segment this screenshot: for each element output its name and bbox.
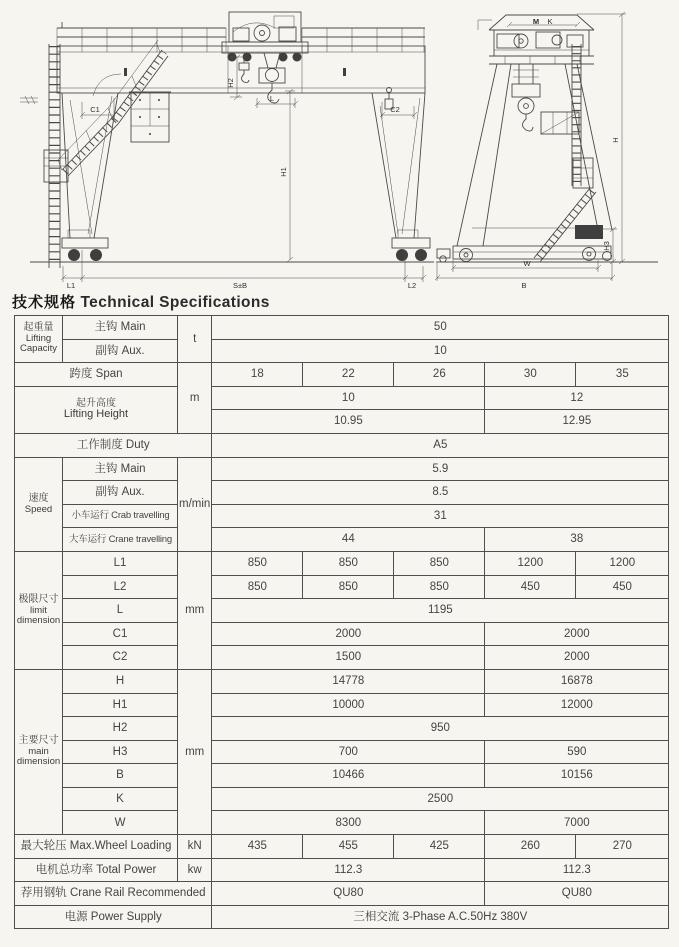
dim-label-b: B: [521, 281, 527, 290]
value-cell: 2000: [485, 646, 669, 670]
value-cell: 112.3: [212, 858, 485, 882]
row-label-main-hook: 主钩 Main: [63, 316, 178, 340]
value-cell: 30: [485, 363, 576, 387]
dim-label-h2: H2: [226, 78, 235, 88]
value-cell: 8300: [212, 811, 485, 835]
crane-side-view: [435, 12, 658, 290]
value-cell: 850: [303, 575, 394, 599]
spec-table-row: [15, 363, 669, 387]
value-cell: 1200: [485, 551, 576, 575]
dim-label-span: S±B: [232, 281, 248, 290]
end-carriage: [437, 225, 612, 262]
value-cell: 270: [576, 835, 669, 859]
value-cell: 16878: [485, 669, 669, 693]
row-label-H2: H2: [63, 717, 178, 741]
crane-wheel: [583, 248, 596, 261]
dim-label-c2: C2: [390, 105, 400, 114]
value-cell: QU80: [212, 882, 485, 906]
spec-table-row: [15, 339, 669, 363]
side-hook: [512, 64, 540, 131]
trolley-wheel: [293, 53, 302, 62]
side-dimensions: [435, 12, 626, 290]
row-label-lifting-height: 起升高度 Lifting Height: [15, 386, 178, 433]
value-cell: 10000: [212, 693, 485, 717]
row-label-B: B: [63, 764, 178, 788]
value-cell: 18: [212, 363, 303, 387]
value-cell: 12: [485, 386, 669, 410]
crane-wheel: [460, 249, 473, 262]
row-label-max-wheel-loading: 最大轮压 Max.Wheel Loading: [15, 835, 178, 859]
value-cell: 450: [485, 575, 576, 599]
row-label-C1: C1: [63, 622, 178, 646]
spec-table-row: [15, 481, 669, 505]
value-cell: 10466: [212, 764, 485, 788]
value-cell: 450: [576, 575, 669, 599]
spec-table-row: [15, 669, 669, 693]
row-label-main-dimension: 主要尺寸 main dimension: [15, 669, 63, 834]
unit-cell: kN: [178, 835, 212, 859]
row-label-C2: C2: [63, 646, 178, 670]
value-cell: 26: [394, 363, 485, 387]
dim-label-h1: H1: [279, 167, 288, 177]
value-cell: 8.5: [212, 481, 669, 505]
value-cell: 10.95: [212, 410, 485, 434]
value-cell: 35: [576, 363, 669, 387]
row-label-L1: L1: [63, 551, 178, 575]
row-label-duty: 工作制度 Duty: [15, 433, 212, 457]
crane-front-view: [20, 12, 434, 290]
value-cell: 2000: [485, 622, 669, 646]
value-cell: 31: [212, 504, 669, 528]
value-cell: A5: [212, 433, 669, 457]
value-cell: 1500: [212, 646, 485, 670]
value-cell: QU80: [485, 882, 669, 906]
value-cell: 850: [212, 575, 303, 599]
value-cell: 850: [394, 575, 485, 599]
dim-label-h: H: [611, 137, 620, 143]
crane-wheel: [396, 249, 408, 261]
spec-table-row: [15, 787, 669, 811]
page-title-zh: 技术规格: [12, 294, 77, 311]
row-label-W: W: [63, 811, 178, 835]
value-cell: 435: [212, 835, 303, 859]
technical-drawing: [0, 0, 679, 290]
value-cell: 22: [303, 363, 394, 387]
spec-table-row: [15, 764, 669, 788]
spec-table: [14, 315, 669, 929]
main-girder: [57, 22, 425, 93]
row-label-crane-travelling: 大车运行 Crane travelling: [63, 528, 178, 552]
spec-table-row: [15, 882, 669, 906]
spec-table-row: [15, 646, 669, 670]
spec-table-row: [15, 858, 669, 882]
row-label-crane-rail: 荐用钢轨 Crane Rail Recommended: [15, 882, 212, 906]
value-cell: 5.9: [212, 457, 669, 481]
value-cell: 1195: [212, 599, 669, 623]
row-label-aux-hook: 副钩 Aux.: [63, 339, 178, 363]
value-cell: 850: [303, 551, 394, 575]
dim-label-m: M: [532, 17, 540, 26]
row-label-H: H: [63, 669, 178, 693]
value-cell: 10: [212, 386, 485, 410]
page-title-en: Technical Specifications: [80, 294, 270, 311]
value-cell: 38: [485, 528, 669, 552]
value-cell: 7000: [485, 811, 669, 835]
row-label-H3: H3: [63, 740, 178, 764]
left-leg: [62, 93, 118, 261]
row-label-aux-hook: 副钩 Aux.: [63, 481, 178, 505]
dim-label-l: L: [269, 94, 275, 103]
row-label-limit-dimension: 极限尺寸 limit dimension: [15, 551, 63, 669]
row-label-H1: H1: [63, 693, 178, 717]
spec-table-row: [15, 599, 669, 623]
value-cell: 50: [212, 316, 669, 340]
value-cell: 1200: [576, 551, 669, 575]
dim-label-l2: L2: [407, 281, 417, 290]
value-cell: 14778: [212, 669, 485, 693]
spec-table-row: [15, 504, 669, 528]
row-label-K: K: [63, 787, 178, 811]
spec-table-row: [15, 316, 669, 340]
value-cell: 850: [394, 551, 485, 575]
spec-table-row: [15, 575, 669, 599]
crane-wheel: [90, 249, 102, 261]
value-cell: 112.3: [485, 858, 669, 882]
crane-wheel: [68, 249, 80, 261]
spec-table-row: [15, 740, 669, 764]
value-cell: 425: [394, 835, 485, 859]
spec-table-row: [15, 551, 669, 575]
row-label-crab-travelling: 小车运行 Crab travelling: [63, 504, 178, 528]
spec-table-row: [15, 457, 669, 481]
stairway: [58, 40, 168, 176]
row-label-total-power: 电机总功率 Total Power: [15, 858, 178, 882]
dim-label-h3: H3: [602, 241, 611, 251]
value-cell: 700: [212, 740, 485, 764]
unit-cell: mm: [178, 551, 212, 669]
row-label-span: 跨度 Span: [15, 363, 178, 387]
value-cell: 2000: [212, 622, 485, 646]
dim-label-l1: L1: [66, 281, 76, 290]
dim-label-c1: C1: [90, 105, 100, 114]
unit-cell: kw: [178, 858, 212, 882]
value-cell: 10: [212, 339, 669, 363]
value-cell: 590: [485, 740, 669, 764]
spec-table-body: [15, 316, 669, 929]
access-ladder: [44, 44, 68, 268]
drive-unit: [575, 225, 603, 239]
spec-table-row: [15, 386, 669, 410]
value-cell: 12.95: [485, 410, 669, 434]
row-label-speed: 速度 Speed: [15, 457, 63, 551]
spec-table-row: [15, 811, 669, 835]
rail-break-mark: [20, 96, 38, 104]
page-title: [12, 291, 679, 312]
value-cell: 455: [303, 835, 394, 859]
unit-cell: mm: [178, 669, 212, 834]
value-cell: 10156: [485, 764, 669, 788]
aux-hook: [239, 58, 249, 83]
dim-label-w: W: [523, 259, 531, 268]
spec-table-row: [15, 433, 669, 457]
value-cell: 260: [485, 835, 576, 859]
unit-cell: m: [178, 363, 212, 434]
spec-table-row: [15, 693, 669, 717]
operator-cabin: [129, 92, 171, 142]
spec-table-row: [15, 835, 669, 859]
spec-table-row: [15, 622, 669, 646]
unit-cell: m/min: [178, 457, 212, 551]
right-leg: [372, 88, 430, 262]
front-dimensions: [61, 55, 426, 290]
dim-label-k: K: [547, 17, 553, 26]
value-cell: 12000: [485, 693, 669, 717]
row-label-L2: L2: [63, 575, 178, 599]
value-cell: 44: [212, 528, 485, 552]
row-label-lifting-capacity: 起重量 Lifting Capacity: [15, 316, 63, 363]
value-cell: 2500: [212, 787, 669, 811]
row-label-power-supply: 电源 Power Supply: [15, 905, 212, 929]
trolley-crab: [222, 12, 308, 62]
value-cell: 850: [212, 551, 303, 575]
spec-table-row: [15, 905, 669, 929]
spec-table-row: [15, 717, 669, 741]
unit-cell: t: [178, 316, 212, 363]
value-cell: 950: [212, 717, 669, 741]
value-cell: 三相交流 3-Phase A.C.50Hz 380V: [212, 905, 669, 929]
row-label-main-hook: 主钩 Main: [63, 457, 178, 481]
spec-table-row: [15, 528, 669, 552]
crane-wheel: [415, 249, 427, 261]
row-label-L: L: [63, 599, 178, 623]
